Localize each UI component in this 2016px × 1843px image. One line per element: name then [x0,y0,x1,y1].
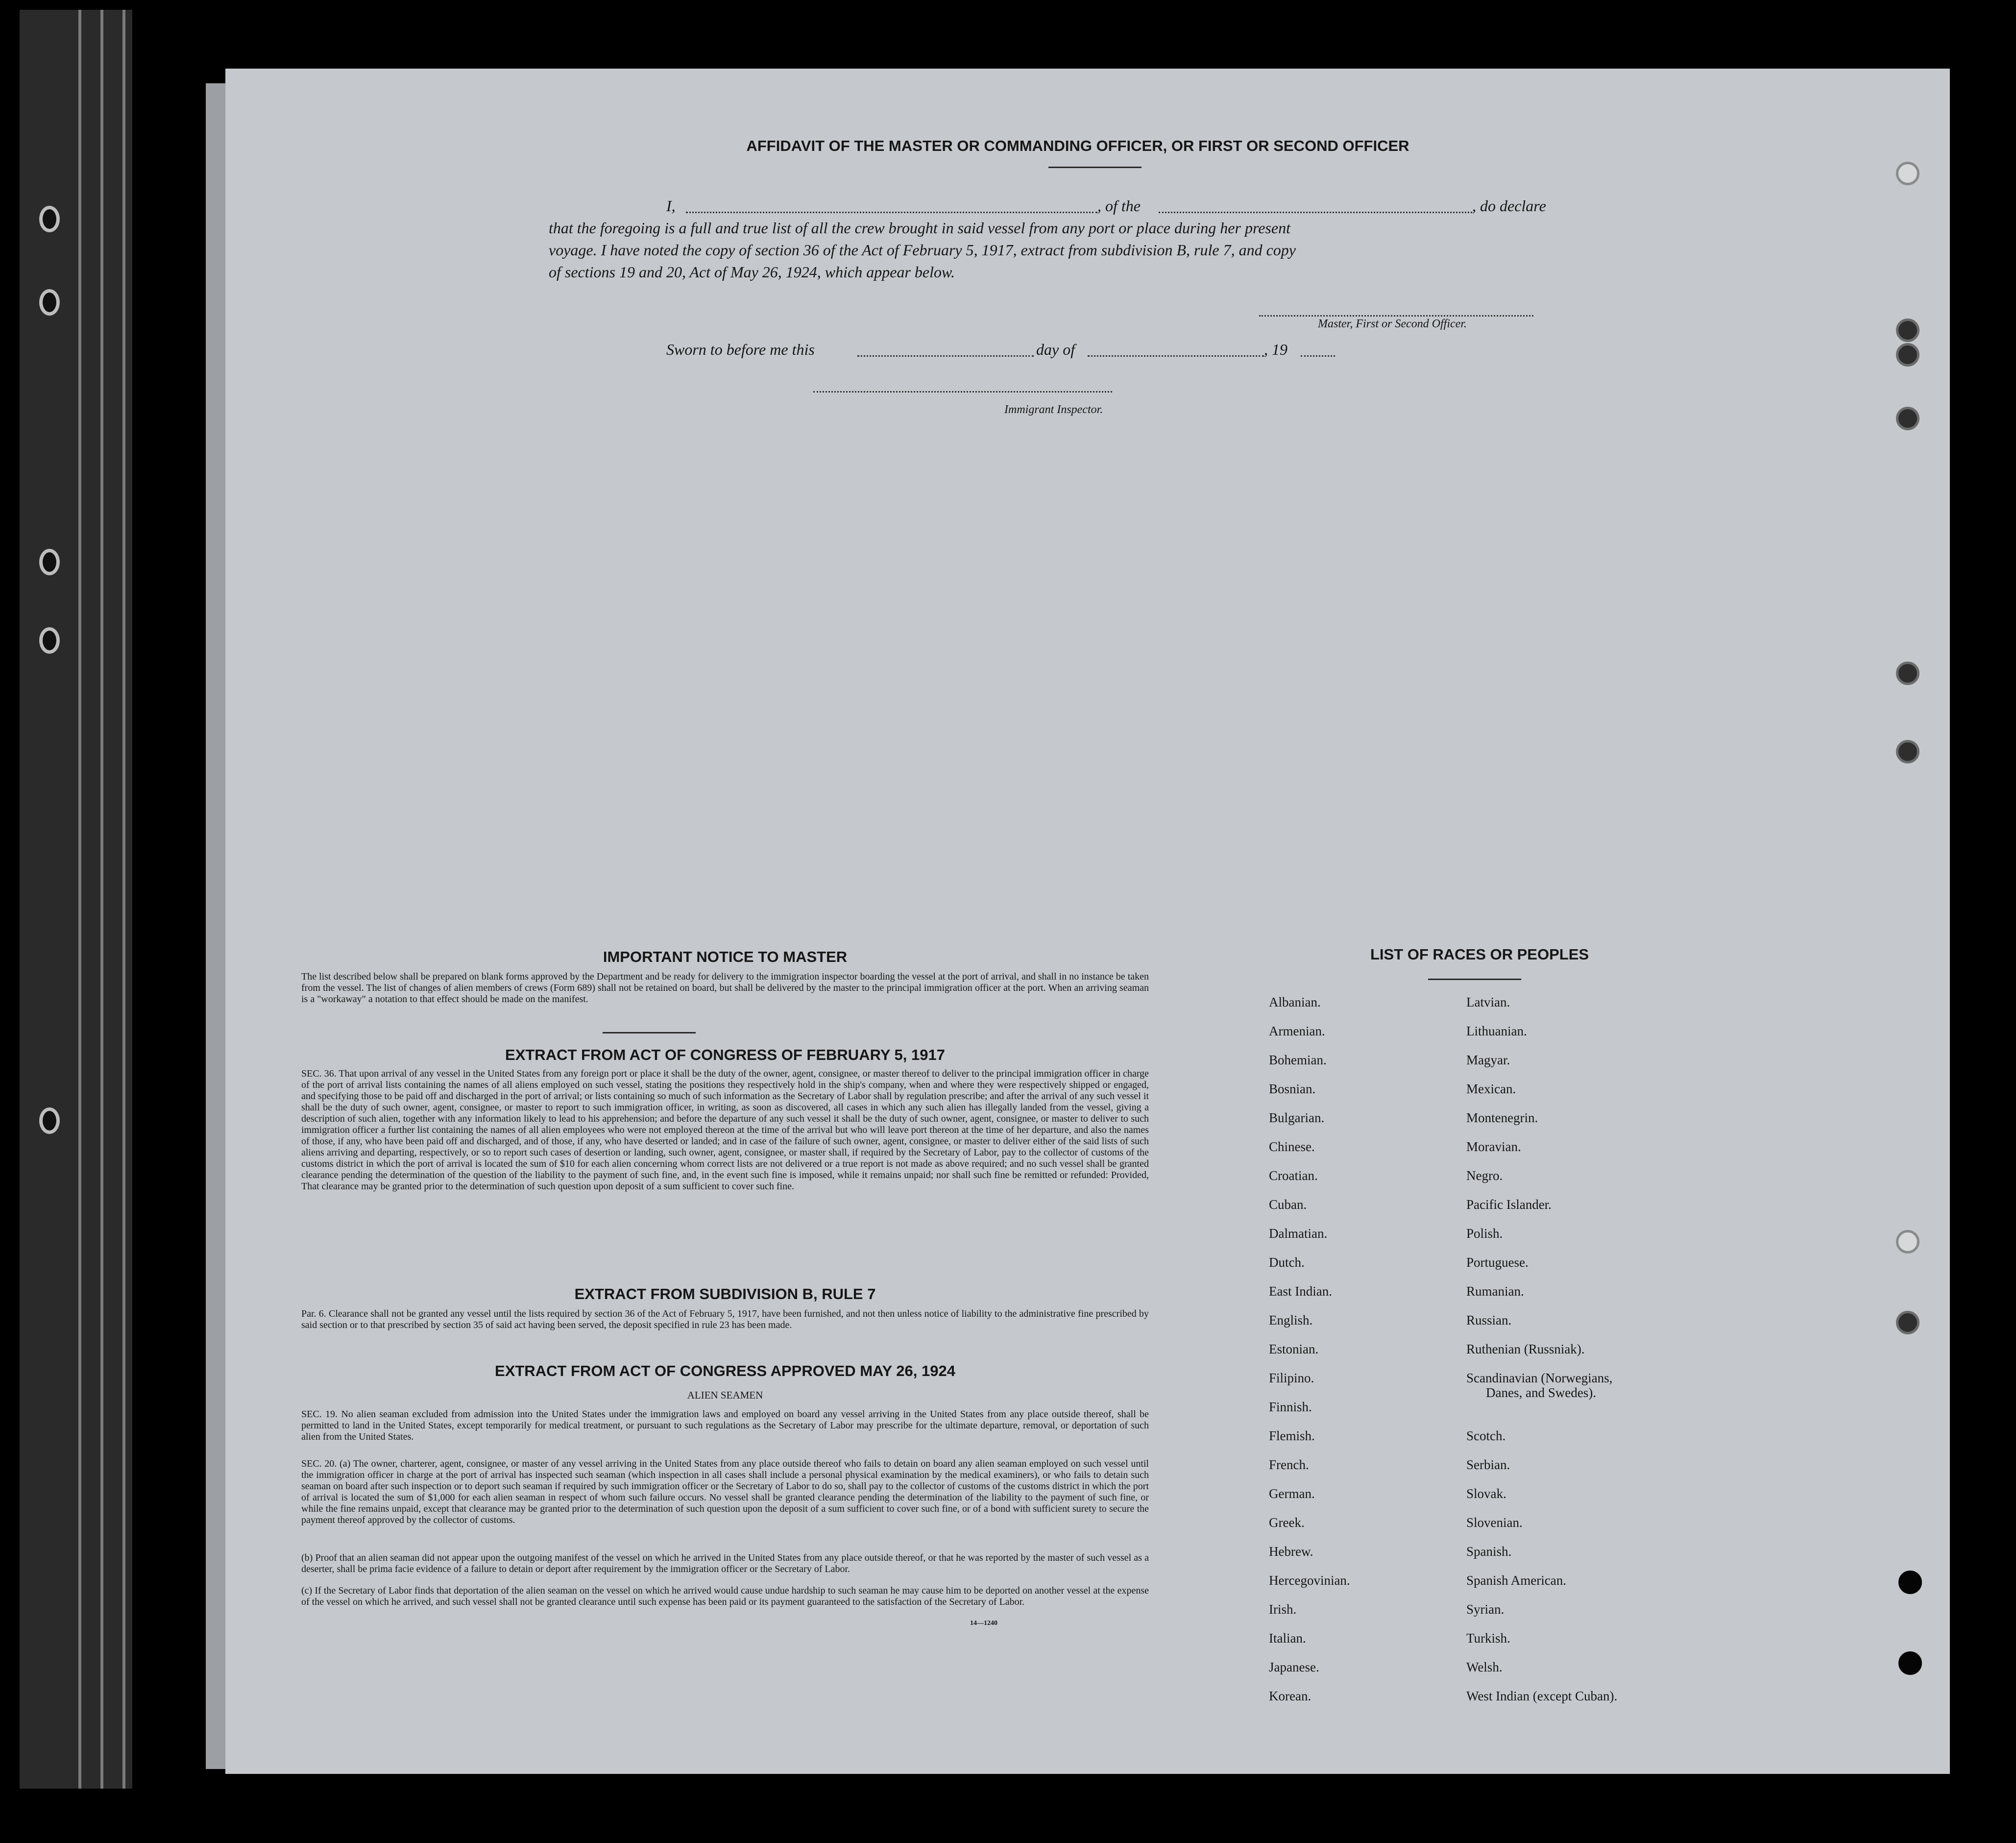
document-page [225,69,1950,1774]
binder-hole [39,627,60,654]
punch-hole [1898,1571,1922,1594]
binder-spine [20,10,132,1789]
punch-hole [1896,740,1919,763]
affidavit-line1-end: , do declare [1472,197,1546,215]
punch-hole [1896,1311,1919,1334]
race-item: Cuban. [1269,1197,1307,1212]
affidavit-line3: voyage. I have noted the copy of section 36 of the Act of February 5, 1917, extract from subdivision B, rule 7, and copy [549,241,1296,259]
race-item: East Indian. [1269,1284,1332,1299]
spine-rail [122,10,125,1789]
race-item: Welsh. [1466,1660,1503,1674]
races-rule [1428,979,1521,980]
race-item: Rumanian. [1466,1284,1524,1299]
races-column-2 [1466,995,1692,1718]
inspector-signature-caption: Immigrant Inspector. [1004,403,1103,416]
race-item: English. [1269,1313,1313,1327]
alien-seamen-subtitle: ALIEN SEAMEN [687,1389,763,1401]
race-item: Hebrew. [1269,1544,1313,1559]
punch-hole [1896,1230,1919,1253]
master-name-blank [686,212,1097,213]
race-item: Magyar. [1466,1053,1510,1067]
extract-1924-title: EXTRACT FROM ACT OF CONGRESS APPROVED MAY 26, 1924 [495,1362,955,1379]
race-item: Albanian. [1269,995,1321,1009]
race-item: Portuguese. [1466,1255,1529,1270]
race-item: Negro. [1466,1168,1503,1183]
race-item: Spanish. [1466,1544,1512,1559]
race-item: Spanish American. [1466,1573,1566,1588]
race-item: Russian. [1466,1313,1512,1327]
race-item: Latvian. [1466,995,1510,1009]
master-signature-line [1259,315,1533,317]
affidavit-line1-start: I, [666,197,676,215]
punch-hole [1898,1651,1922,1675]
year-blank [1301,355,1335,357]
sec20a-body: SEC. 20. (a) The owner, charterer, agent, consignee, or master of any vessel arriving in the United States from any place outside thereof who fails to detain on board any alien seaman employed on such vessel until the immigration officer in charge at the port of arrival has inspected such seaman (which inspection in all cases shall include a personal physical examination by the medical examiners), or who fails to detain such seaman on board after such inspection or to deport such seaman if required by such immigration officer or the Secretary of Labor to do so, shall pay to the collector of customs of the customs district in which the port of arrival is located the sum of $1,000 for each alien seaman in respect of whom such failure occurs. No vessel shall be granted clearance pending the determination of the liability to the payment of such fine, or while the fine remains unpaid, except that clearance may be granted prior to the determination of such question upon the deposit of a sum sufficient to cover such fine, or of a bond with sufficient surety to secure the payment thereof approved by the collector of customs. [301,1458,1149,1525]
race-item: Filipino. [1269,1371,1314,1385]
binder-hole [39,549,60,575]
race-item: Bulgarian. [1269,1110,1325,1125]
race-item: Finnish. [1269,1400,1312,1414]
rule7-body: Par. 6. Clearance shall not be granted any vessel until the lists required by section 36 of the Act of February 5, 1917, have been furnished, and not then unless notice of liability to the administrative fine prescribed by said section or to that prescribed by section 35 of said act having been served, the deposit specified in rule 23 has been made. [301,1308,1149,1330]
race-item: Italian. [1269,1631,1306,1646]
race-item: Dutch. [1269,1255,1305,1270]
punch-hole [1896,319,1919,342]
races-title: LIST OF RACES OR PEOPLES [1370,946,1589,963]
binder-hole [39,289,60,316]
race-item: Scotch. [1466,1428,1506,1443]
race-item: Chinese. [1269,1139,1315,1154]
affidavit-line1-mid: , of the [1097,197,1141,215]
race-item: Croatian. [1269,1168,1318,1183]
punch-hole [1896,662,1919,685]
race-item: Lithuanian. [1466,1024,1527,1038]
binder-hole [39,206,60,232]
punch-hole [1896,162,1919,185]
sworn-text: Sworn to before me this [666,341,815,358]
race-item: West Indian (except Cuban). [1466,1689,1618,1703]
punch-hole [1896,407,1919,430]
race-item: Moravian. [1466,1139,1521,1154]
vessel-name-blank [1159,212,1472,213]
race-item: Japanese. [1269,1660,1319,1674]
punch-hole [1896,343,1919,367]
race-item: Hercegovinian. [1269,1573,1350,1588]
sworn-day-of: day of [1036,341,1075,358]
extract-1917-body: SEC. 36. That upon arrival of any vessel in the United States from any foreign port or place it shall be the duty of the owner, agent, consignee, or master thereof to deliver to the principal immigration officer in charge of the port of arrival lists containing the names of all aliens employed on such vessel, stating the positions they respectively hold in the ship's company, when and where they were respectively shipped or engaged, and specifying those to be paid off and discharged in the port of arrival; or lists containing so much of such information as the Secretary of Labor shall by regulation prescribe; and after the arrival of any such vessel it shall be the duty of such owner, agent, consignee, or master to report to such immigration officer, in writing, as soon as discovered, all cases in which any such alien has illegally landed from the vessel, giving a description of such alien, together with any information likely to lead to his apprehension; and before the departure of any such vessel it shall be the duty of such owner, agent, consignee, or master to deliver to such immigration officer a further list containing the names of all alien employees who were not employed thereon at the time of the arrival but who will leave port thereon at the time of her departure, and also the names of those, if any, who have been paid off and discharged, and of those, if any, who have deserted or landed; and in case of the failure of such owner, agent, consignee, or master to deliver either of the said lists of such aliens arriving and departing, respectively, or so to report such cases of desertion or landing, such owner, agent, consignee, or master shall, if required by the Secretary of Labor, pay to the collector of customs of the customs district in which the port of arrival is located the sum of $10 for each alien concerning whom correct lists are not delivered or a true report is not made as above required; and no such vessel shall be granted clearance pending the determination of the question of the liability to the payment of such fine, and, in the event such fine is imposed, while it remains unpaid; nor shall such fine be remitted or refunded: Provided, That clearance may be granted prior to the determination of such question upon deposit of a sum sufficient to cover such fine. [301,1068,1149,1192]
notice-body: The list described below shall be prepared on blank forms approved by the Department and be ready for delivery to the immigration inspector boarding the vessel at the port of arrival, and shall in no instance be taken from the vessel. The list of changes of alien members of crews (Form 689) shall not be retained on board, but shall be delivered by the master to the principal immigration officer at the port. When an arriving seaman is a "workaway" a notation to that effect should be made on the manifest. [301,971,1149,1005]
race-item: Serbian. [1466,1457,1510,1472]
sworn-year: , 19 [1264,341,1287,358]
sec20b-body: (b) Proof that an alien seaman did not appear upon the outgoing manifest of the vessel on which he arrived in the United States from any place outside thereof, or that he was reported by the master of such vessel as a deserter, shall be prima facie evidence of a failure to detain or deport after requirement by the immigration officer or the Secretary of Labor. [301,1552,1149,1574]
affidavit-line4: of sections 19 and 20, Act of May 26, 1924, which appear below. [549,263,955,281]
races-column-1 [1269,995,1455,1718]
binder-hole [39,1107,60,1134]
sec19-body: SEC. 19. No alien seaman excluded from admission into the United States under the immigration laws and employed on board any vessel arriving in the United States from any place outside thereof, shall be permitted to land in the United States, except temporarily for medical treatment, or pursuant to such regulations as the Secretary of Labor may prescribe for the ultimate departure, removal, or deportation of such alien from the United States. [301,1409,1149,1442]
race-item: Bosnian. [1269,1081,1316,1096]
spine-rail [78,10,81,1789]
race-item: Polish. [1466,1226,1503,1241]
race-item: Ruthenian (Russniak). [1466,1342,1585,1356]
race-item: Korean. [1269,1689,1312,1703]
race-item: Slovenian. [1466,1515,1523,1530]
race-item: Scandinavian (Norwegians, [1466,1371,1613,1385]
race-item: Greek. [1269,1515,1305,1530]
sec20c-body: (c) If the Secretary of Labor finds that deportation of the alien seaman on the vessel on which he arrived would cause undue hardship to such seaman he may cause him to be deported on another vessel at the expense of the vessel on which he arrived, and such vessel shall not be granted clearance until such expense has been paid or its payment guaranteed to the satisfaction of the Secretary of Labor. [301,1585,1149,1607]
inspector-signature-line [813,391,1112,393]
affidavit-line2: that the foregoing is a full and true list of all the crew brought in said vessel from any port or place during her present [549,219,1290,237]
race-item: Danes, and Swedes). [1486,1385,1596,1400]
extract-1917-title: EXTRACT FROM ACT OF CONGRESS OF FEBRUARY 5, 1917 [505,1046,945,1063]
race-item: Mexican. [1466,1081,1516,1096]
spine-rail [100,10,103,1789]
title-rule [1048,167,1142,168]
race-item: Turkish. [1466,1631,1510,1646]
affidavit-title: AFFIDAVIT OF THE MASTER OR COMMANDING OFFICER, OR FIRST OR SECOND OFFICER [746,137,1409,154]
rule7-title: EXTRACT FROM SUBDIVISION B, RULE 7 [574,1285,876,1302]
race-item: Dalmatian. [1269,1226,1328,1241]
race-item: Irish. [1269,1602,1297,1617]
master-signature-caption: Master, First or Second Officer. [1318,318,1467,330]
race-item: French. [1269,1457,1309,1472]
race-item: Estonian. [1269,1342,1319,1356]
notice-title: IMPORTANT NOTICE TO MASTER [603,948,848,965]
race-item: Pacific Islander. [1466,1197,1552,1212]
race-item: Flemish. [1269,1428,1315,1443]
day-blank [857,355,1034,357]
race-item: Armenian. [1269,1024,1325,1038]
month-blank [1088,355,1264,357]
race-item: Syrian. [1466,1602,1505,1617]
race-item: Slovak. [1466,1486,1506,1501]
race-item: German. [1269,1486,1315,1501]
race-item: Montenegrin. [1466,1110,1538,1125]
form-number: 14—1240 [970,1620,997,1627]
section-rule [603,1032,696,1033]
race-item: Bohemian. [1269,1053,1327,1067]
